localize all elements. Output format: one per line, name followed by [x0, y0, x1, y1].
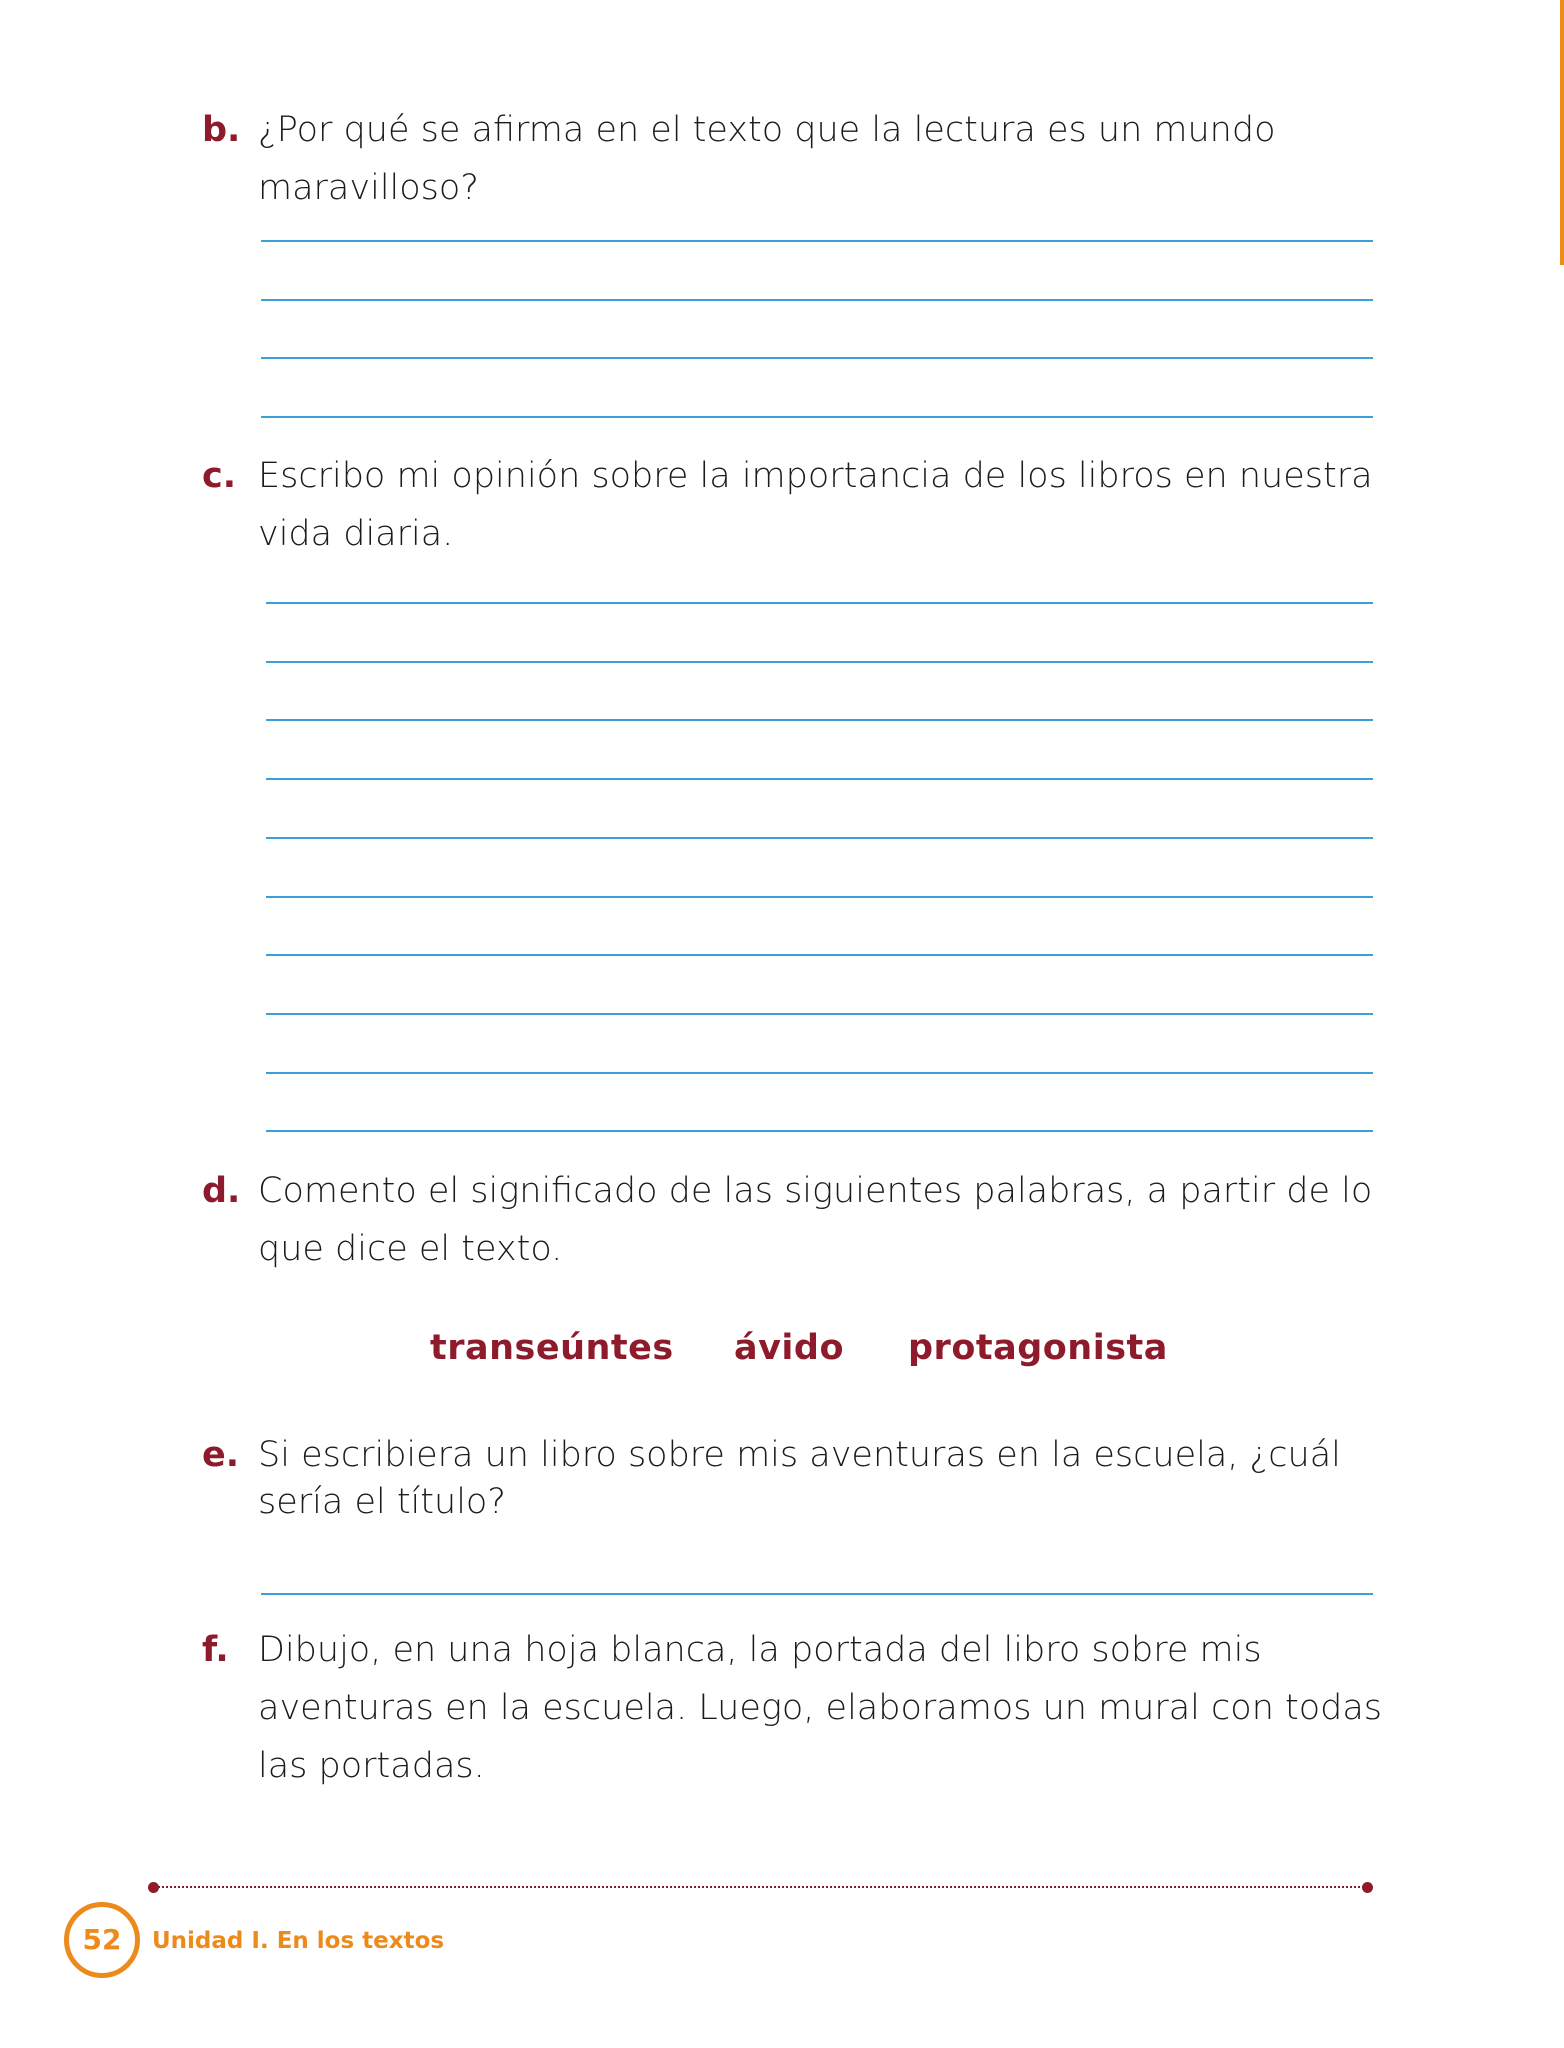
answer-line[interactable] [261, 1593, 1373, 1595]
answer-line[interactable] [266, 1072, 1373, 1074]
unit-title: Unidad I. En los textos [152, 1928, 445, 1954]
answer-line[interactable] [266, 602, 1373, 604]
question-f [202, 1621, 1388, 1795]
footer-divider [154, 1886, 1368, 1888]
question-text: Escribo mi opinión sobre la importancia de los libros en nuestra vida diaria. [258, 456, 1373, 554]
question-d [202, 1162, 1388, 1278]
question-b [202, 101, 1388, 217]
question-letter: d. [202, 1171, 241, 1211]
answer-line[interactable] [266, 896, 1373, 898]
vocabulary-word: transeúntes [430, 1328, 674, 1368]
answer-line[interactable] [266, 661, 1373, 663]
question-c [202, 447, 1388, 563]
divider-dot [1362, 1882, 1373, 1893]
answer-line[interactable] [266, 719, 1373, 721]
answer-line[interactable] [266, 778, 1373, 780]
answer-line[interactable] [261, 240, 1373, 242]
question-letter: f. [202, 1630, 229, 1670]
question-text: Dibujo, en una hoja blanca, la portada del libro sobre mis aventuras en la escuela. Luego, elaboramos un mural con todas las portadas. [258, 1630, 1383, 1786]
answer-line[interactable] [266, 1013, 1373, 1015]
answer-line[interactable] [261, 299, 1373, 301]
question-text: Si escribiera un libro sobre mis aventuras en la escuela, ¿cuál sería el título? [258, 1435, 1341, 1522]
page-number: 52 [64, 1902, 140, 1978]
divider-dot [148, 1882, 159, 1893]
question-text: Comento el significado de las siguientes palabras, a partir de lo que dice el texto. [258, 1171, 1373, 1269]
question-letter: b. [202, 110, 241, 150]
answer-line[interactable] [266, 1130, 1373, 1132]
question-text: ¿Por qué se afirma en el texto que la lectura es un mundo maravilloso? [258, 110, 1276, 208]
vocabulary-word: ávido [734, 1328, 845, 1368]
answer-line[interactable] [261, 416, 1373, 418]
answer-line[interactable] [266, 837, 1373, 839]
question-letter: e. [202, 1435, 240, 1475]
answer-line[interactable] [266, 954, 1373, 956]
question-e [202, 1432, 1388, 1526]
page-edge-accent [1560, 0, 1564, 265]
answer-line[interactable] [261, 357, 1373, 359]
vocabulary-word: protagonista [908, 1328, 1168, 1368]
question-letter: c. [202, 456, 237, 496]
